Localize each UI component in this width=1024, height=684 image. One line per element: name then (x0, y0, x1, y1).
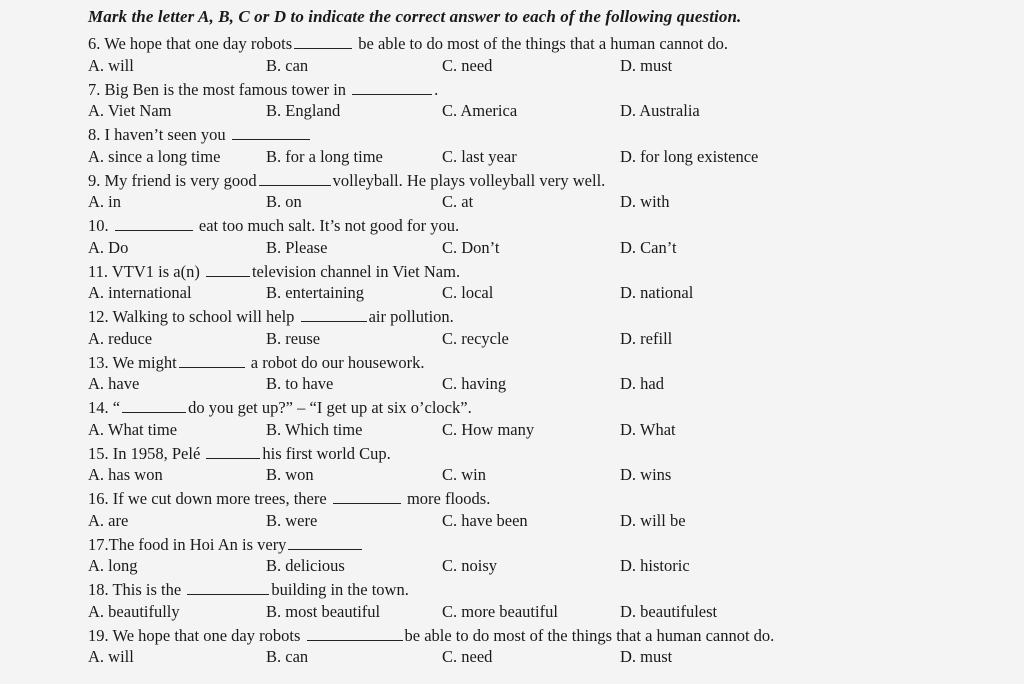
option-b[interactable]: B. England (266, 101, 341, 120)
option-c[interactable]: C. have been (442, 510, 528, 530)
option-b[interactable]: B. were (266, 510, 318, 530)
question-text-end: a robot do our housework. (246, 352, 425, 372)
question-text-start: 13. We might (88, 352, 177, 372)
option-d[interactable]: D. must (620, 647, 673, 666)
option-d[interactable]: D. wins (620, 465, 672, 484)
option-a[interactable]: A. has won (88, 465, 163, 484)
question-12 (88, 307, 454, 327)
question-6 (88, 34, 728, 54)
option-b[interactable]: B. most beautiful (266, 601, 381, 621)
option-c[interactable]: C. recycle (442, 328, 509, 348)
option-b[interactable]: B. Please (266, 237, 328, 257)
option-b[interactable]: B. can (266, 647, 309, 666)
question-text-start: 15. In 1958, Pelé (88, 443, 205, 463)
option-a[interactable]: A. international (88, 283, 192, 302)
question-text-end: do you get up?” – “I get up at six o’clock”. (188, 398, 472, 417)
answer-blank[interactable] (288, 537, 362, 550)
option-a[interactable]: A. reduce (88, 328, 153, 348)
question-text-end: air pollution. (368, 307, 454, 326)
question-19 (88, 626, 774, 646)
option-a[interactable]: A. long (88, 556, 138, 575)
question-text-start: 14. “ (88, 398, 121, 417)
option-d[interactable]: D. What (620, 419, 676, 439)
option-b[interactable]: B. won (266, 465, 314, 484)
answer-blank[interactable] (301, 309, 367, 322)
option-b[interactable]: B. reuse (266, 328, 321, 348)
question-text-start: 9. My friend is very good (88, 170, 257, 190)
question-text-end: his first world Cup. (262, 443, 391, 463)
question-text-end: be able to do most of the things that a human cannot do. (354, 34, 729, 53)
question-text-end: television channel in Viet Nam. (251, 261, 461, 281)
option-a[interactable]: A. since a long time (88, 146, 221, 166)
question-text-end: eat too much salt. It’s not good for you. (194, 216, 460, 235)
answer-blank[interactable] (333, 491, 401, 504)
option-b[interactable]: B. for a long time (266, 146, 383, 166)
question-text-start: 11. VTV1 is a(n) (88, 261, 204, 281)
option-c[interactable]: C. win (442, 465, 487, 484)
option-d[interactable]: D. Australia (620, 101, 700, 120)
question-11 (88, 262, 460, 282)
option-a[interactable]: A. beautifully (88, 601, 180, 621)
option-d[interactable]: D. for long existence (620, 146, 759, 166)
question-text-end: volleyball. He plays volleyball very well. (332, 170, 606, 190)
instructions-heading: Mark the letter A, B, C or D to indicate the correct answer to each of the following question. (88, 7, 742, 26)
option-c[interactable]: C. How many (442, 419, 535, 439)
question-14 (88, 398, 472, 418)
question-text-start: 10. (88, 216, 113, 235)
option-b[interactable]: B. delicious (266, 556, 345, 575)
question-text-start: 19. We hope that one day robots (88, 625, 305, 645)
option-c[interactable]: C. noisy (442, 556, 498, 575)
option-c[interactable]: C. need (442, 647, 493, 666)
option-d[interactable]: D. had (620, 374, 664, 393)
option-d[interactable]: D. with (620, 192, 670, 211)
option-a[interactable]: A. Do (88, 237, 129, 257)
answer-blank[interactable] (206, 446, 260, 459)
question-text-end: more floods. (402, 489, 491, 508)
option-c[interactable]: C. Don’t (442, 237, 500, 257)
option-b[interactable]: B. on (266, 192, 302, 211)
option-d[interactable]: D. historic (620, 556, 690, 575)
option-a[interactable]: A. in (88, 192, 121, 211)
question-17 (88, 535, 364, 555)
answer-blank[interactable] (206, 264, 250, 277)
option-c[interactable]: C. local (442, 283, 494, 302)
question-text-start: 8. I haven’t seen you (88, 125, 230, 144)
answer-blank[interactable] (294, 36, 352, 49)
option-d[interactable]: D. refill (620, 328, 673, 348)
question-text-start: 6. We hope that one day robots (88, 34, 293, 53)
option-a[interactable]: A. What time (88, 419, 178, 439)
option-a[interactable]: A. will (88, 55, 134, 75)
option-a[interactable]: A. Viet Nam (88, 101, 172, 120)
answer-blank[interactable] (187, 582, 269, 595)
question-text-start: 16. If we cut down more trees, there (88, 489, 331, 508)
option-d[interactable]: D. beautifulest (620, 601, 718, 621)
question-10 (88, 216, 459, 236)
option-b[interactable]: B. Which time (266, 419, 363, 439)
option-b[interactable]: B. can (266, 55, 309, 75)
option-d[interactable]: D. will be (620, 510, 686, 530)
option-c[interactable]: C. at (442, 192, 474, 211)
option-c[interactable]: C. America (442, 101, 518, 120)
answer-blank[interactable] (259, 173, 331, 186)
question-15 (88, 444, 391, 464)
option-b[interactable]: B. to have (266, 374, 334, 393)
option-b[interactable]: B. entertaining (266, 283, 365, 302)
question-text-start: 17.The food in Hoi An is very (88, 534, 287, 554)
question-18 (88, 580, 409, 600)
question-text-end: building in the town. (271, 580, 409, 599)
answer-blank[interactable] (352, 82, 432, 95)
option-c[interactable]: C. having (442, 374, 507, 393)
option-c[interactable]: C. more beautiful (442, 601, 558, 621)
answer-blank[interactable] (179, 355, 245, 368)
question-text-end: be able to do most of the things that a human cannot do. (404, 625, 775, 645)
question-9 (88, 171, 605, 191)
question-text-start: 18. This is the (88, 580, 186, 599)
option-c[interactable]: C. last year (442, 146, 517, 166)
answer-blank[interactable] (232, 127, 310, 140)
question-text-start: 7. Big Ben is the most famous tower in (88, 79, 351, 99)
answer-blank[interactable] (115, 218, 193, 231)
question-7 (88, 80, 438, 100)
question-8 (88, 125, 312, 145)
answer-blank[interactable] (122, 400, 186, 413)
question-13 (88, 353, 424, 373)
option-d[interactable]: D. Can’t (620, 237, 677, 257)
option-a[interactable]: A. have (88, 374, 140, 393)
option-a[interactable]: A. will (88, 647, 134, 666)
question-16 (88, 489, 490, 509)
question-text-end: . (434, 79, 439, 99)
option-d[interactable]: D. must (620, 55, 673, 75)
option-a[interactable]: A. are (88, 510, 129, 530)
answer-blank[interactable] (307, 628, 403, 641)
option-d[interactable]: D. national (620, 283, 694, 302)
option-c[interactable]: C. need (442, 55, 493, 75)
question-text-start: 12. Walking to school will help (88, 307, 299, 326)
